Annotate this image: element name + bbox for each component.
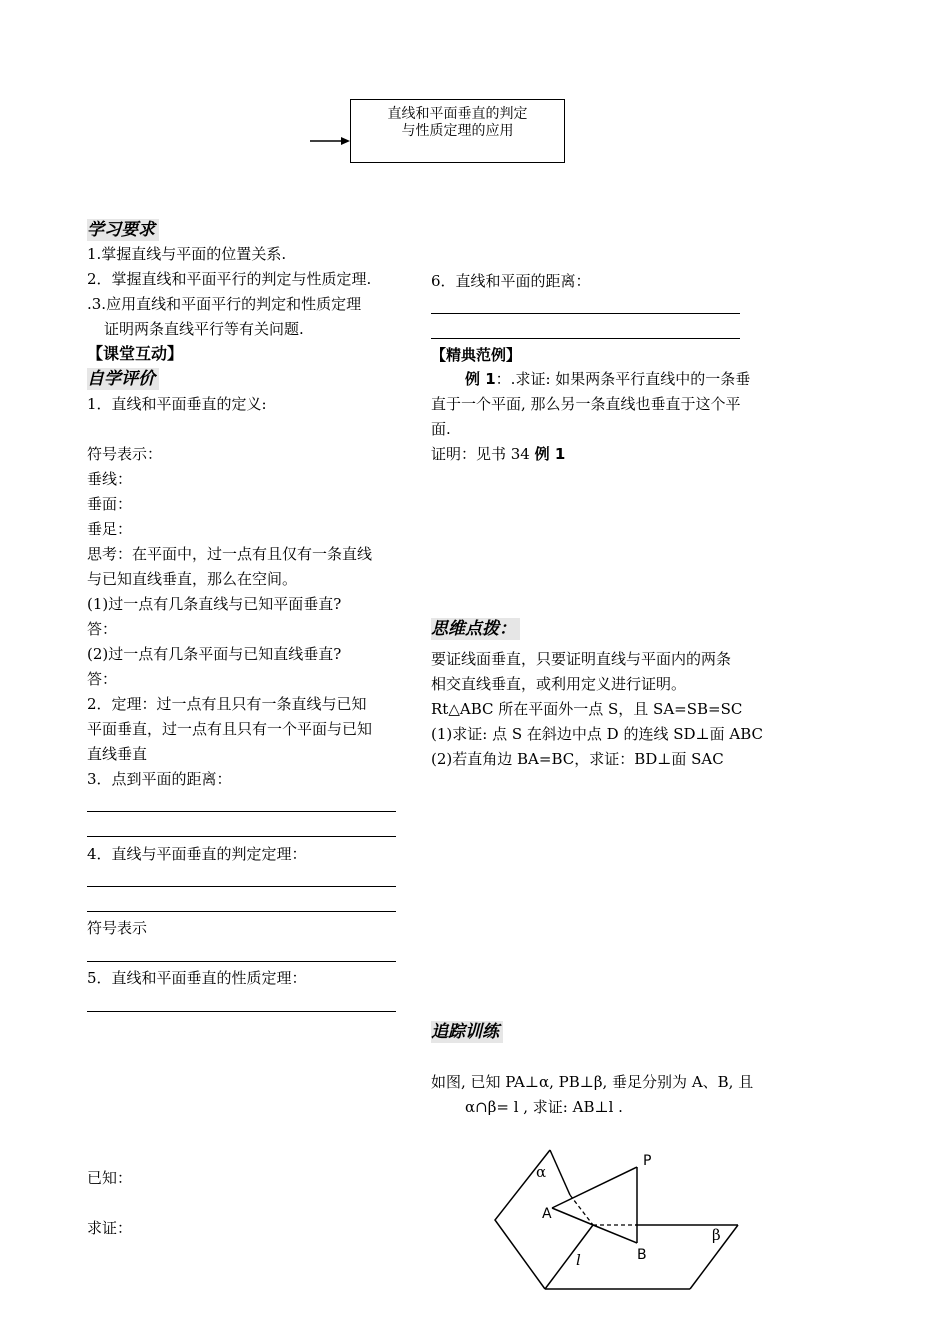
insight-line-3: Rt△ABC 所在平面外一点 S，且 SA=SB=SC — [431, 700, 743, 718]
label-l: l — [576, 1251, 581, 1269]
answer-rule — [431, 313, 740, 314]
perp-foot-label: 垂足： — [87, 520, 133, 538]
segment-B-foot — [593, 1225, 637, 1243]
answer-rule — [87, 1011, 396, 1012]
requirement-2: 2．掌握直线和平面平行的判定与性质定理. — [87, 270, 372, 288]
title-arrow — [308, 134, 352, 148]
symbol-label-2: 符号表示 — [87, 919, 148, 937]
classroom-heading: 【课堂互动】 — [87, 344, 184, 363]
symbol-label: 符号表示： — [87, 445, 163, 463]
insight-line-4: (1)求证: 点 S 在斜边中点 D 的连线 SD⊥面 ABC — [431, 725, 764, 743]
answer-rule — [87, 961, 396, 962]
answer-rule — [431, 338, 740, 339]
example-1-label: 例 1 — [465, 370, 496, 388]
label-P: P — [643, 1153, 652, 1169]
question-2-line-1: 2．定理：过一点有且只有一条直线与已知 — [87, 695, 367, 713]
requirement-3a: .3.应用直线和平面平行的判定和性质定理 — [87, 295, 362, 313]
perp-plane-label: 垂面： — [87, 495, 133, 513]
answer-rule — [87, 811, 396, 812]
answer-rule — [87, 836, 396, 837]
sub-question-2: (2)过一点有几条平面与已知直线垂直? — [87, 645, 342, 663]
tracking-heading: 追踪训练 — [431, 1021, 503, 1043]
question-4: 4．直线与平面垂直的判定定理： — [87, 845, 307, 863]
perp-line-label: 垂线： — [87, 470, 133, 488]
example-1-line-1 — [465, 369, 750, 389]
title-line-2: 与性质定理的应用 — [401, 123, 514, 139]
think-line-2: 与已知直线垂直，那么在空间。 — [87, 570, 298, 588]
self-eval-heading: 自学评价 — [87, 368, 159, 390]
answer-2: 答： — [87, 670, 118, 688]
line-l — [545, 1225, 593, 1289]
example-1-line-3: 面. — [431, 420, 451, 438]
label-beta: β — [712, 1226, 721, 1244]
question-2-line-2: 平面垂直，过一点有且只有一个平面与已知 — [87, 720, 373, 738]
insight-line-2: 相交直线垂直，或利用定义进行证明。 — [431, 675, 687, 693]
question-5: 5．直线和平面垂直的性质定理： — [87, 969, 307, 987]
title-line-1: 直线和平面垂直的判定 — [387, 106, 528, 122]
question-3: 3．点到平面的距离： — [87, 770, 232, 788]
examples-heading: 【精典范例】 — [431, 346, 522, 364]
page-title — [350, 99, 565, 163]
segment-A-foot — [552, 1208, 593, 1225]
label-B: B — [637, 1247, 647, 1263]
tracking-line-1: 如图, 已知 PA⊥α, PB⊥β, 垂足分别为 A、B, 且 — [431, 1073, 754, 1091]
requirement-3b: 证明两条直线平行等有关问题. — [104, 320, 304, 338]
requirements-heading: 学习要求 — [87, 219, 159, 241]
sub-question-1: (1)过一点有几条直线与已知平面垂直? — [87, 595, 342, 613]
question-2-line-3: 直线垂直 — [87, 745, 148, 763]
given-label: 已知： — [87, 1169, 133, 1187]
example-1-line-2: 直于一个平面, 那么另一条直线也垂直于这个平 — [431, 395, 741, 413]
insight-heading: 思维点拨： — [431, 618, 520, 640]
label-alpha: α — [536, 1163, 547, 1181]
proof-ref: 例 1 — [534, 445, 566, 463]
question-1: 1．直线和平面垂直的定义: — [87, 395, 267, 413]
insight-line-1: 要证线面垂直，只要证明直线与平面内的两条 — [431, 650, 732, 668]
answer-1: 答： — [87, 620, 118, 638]
label-A: A — [542, 1206, 552, 1222]
answer-rule — [87, 886, 396, 887]
insight-line-5: (2)若直角边 BA=BC，求证：BD⊥面 SAC — [431, 750, 724, 768]
geometry-figure — [480, 1145, 760, 1295]
question-6: 6．直线和平面的距离： — [431, 272, 591, 290]
tracking-line-2: α∩β= l , 求证: AB⊥l . — [465, 1098, 623, 1116]
proof-prefix: 证明：见书 34 — [431, 445, 535, 463]
example-1-text: ：.求证: 如果两条平行直线中的一条垂 — [495, 370, 751, 388]
plane-alpha-edge — [550, 1150, 570, 1195]
requirement-1: 1.掌握直线与平面的位置关系. — [87, 245, 287, 263]
answer-rule — [87, 911, 396, 912]
think-line-1: 思考：在平面中，过一点有且仅有一条直线 — [87, 545, 373, 563]
prove-label: 求证： — [87, 1219, 133, 1237]
proof-line — [431, 444, 565, 464]
segment-PA — [552, 1167, 637, 1208]
